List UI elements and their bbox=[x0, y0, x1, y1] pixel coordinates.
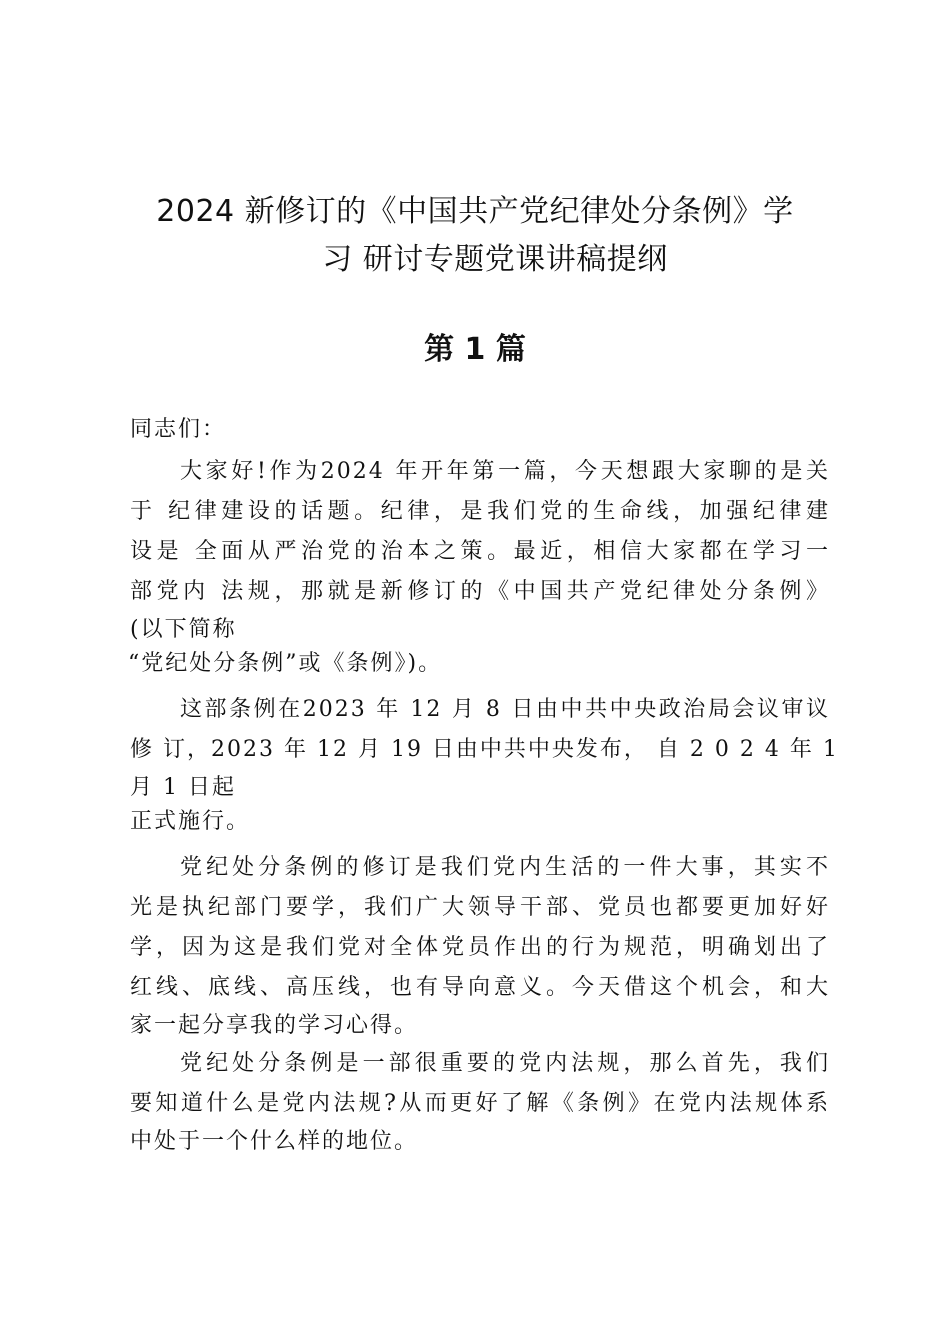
greeting-text: 同志们： bbox=[130, 417, 227, 442]
paragraph-4-line-2: 要知道什么是党内法规?从而更好了解《条例》在党内法规体系 bbox=[130, 1091, 830, 1116]
paragraph-1-line-6: “党纪处分条例”或《条例》)。 bbox=[128, 651, 443, 676]
paragraph-3-line-1: 党纪处分条例的修订是我们党内生活的一件大事，其实不 bbox=[180, 855, 830, 880]
paragraph-3-line-4: 红线、底线、高压线，也有导向意义。今天借这个机会，和大 bbox=[130, 975, 830, 1000]
paragraph-1-line-2: 于 纪律建设的话题。纪律，是我们党的生命线，加强纪律建 bbox=[130, 499, 830, 524]
paragraph-1-line-3: 设是 全面从严治党的治本之策。最近，相信大家都在学习一 bbox=[130, 539, 830, 564]
document-title-line-1: 2024 新修订的《中国共产党纪律处分条例》学 bbox=[156, 194, 794, 229]
paragraph-1-line-4: 部党内 法规，那就是新修订的《中国共产党纪律处分条例》 bbox=[130, 579, 830, 604]
paragraph-2-line-2: 修 订，2023 年 12 月 19 日由中共中央发布， 自 2 0 2 4 年 1 bbox=[130, 737, 839, 762]
chapter-heading: 第 1 篇 bbox=[424, 332, 526, 367]
paragraph-2-line-3: 月 1 日起 bbox=[130, 775, 236, 800]
paragraph-1-line-5: (以下简称 bbox=[130, 617, 237, 642]
paragraph-4-line-1: 党纪处分条例是一部很重要的党内法规，那么首先，我们 bbox=[180, 1051, 830, 1076]
paragraph-3-line-5: 家一起分享我的学习心得。 bbox=[130, 1013, 419, 1038]
paragraph-2-line-1: 这部条例在2023 年 12 月 8 日由中共中央政治局会议审议 bbox=[180, 697, 830, 722]
document-title-line-2: 习 研讨专题党课讲稿提纲 bbox=[322, 242, 668, 277]
paragraph-3-line-2: 光是执纪部门要学，我们广大领导干部、党员也都要更加好好 bbox=[130, 895, 830, 920]
paragraph-2-line-4: 正式施行。 bbox=[130, 809, 251, 834]
paragraph-1-line-1: 大家好!作为2024 年开年第一篇，今天想跟大家聊的是关 bbox=[180, 459, 830, 484]
paragraph-4-line-3: 中处于一个什么样的地位。 bbox=[130, 1129, 419, 1154]
paragraph-3-line-3: 学，因为这是我们党对全体党员作出的行为规范，明确划出了 bbox=[130, 935, 830, 960]
